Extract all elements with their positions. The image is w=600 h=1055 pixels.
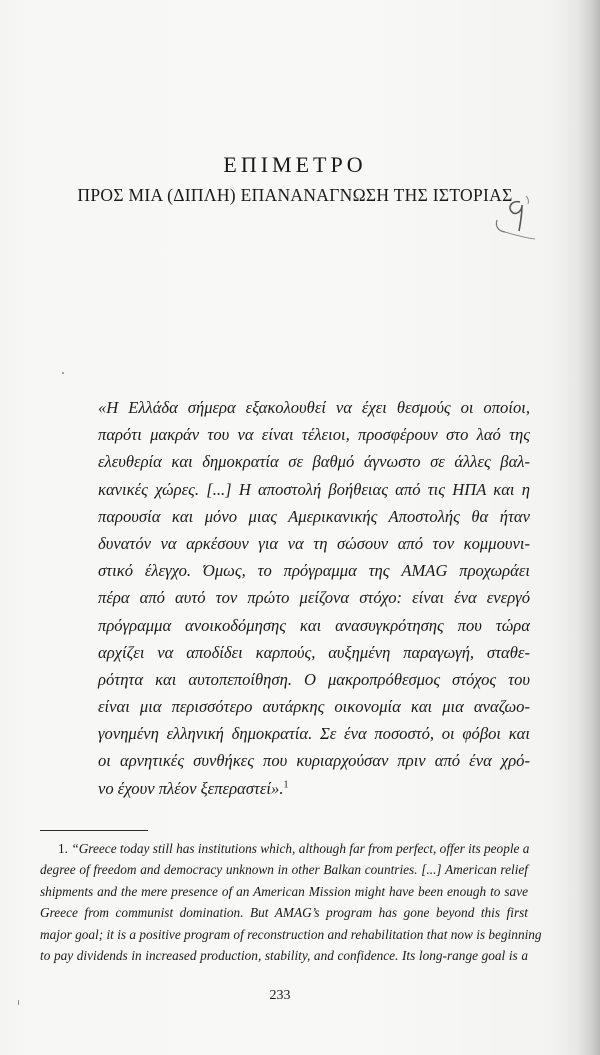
chapter-title: ΕΠΙΜΕΤΡΟ	[223, 152, 367, 177]
quote-line: κανικές χώρες. [...] Η αποστολή βοήθειας από τις ΗΠΑ και η	[98, 479, 530, 499]
quote-line: ρότητα και αυτοπεποίθηση. Ο μακροπρόθεσμος στόχος του	[98, 669, 530, 689]
quote-last-line-text: νο έχουν πλέον ξεπεραστεί».	[98, 778, 284, 798]
footnote-number: 1.	[58, 841, 68, 856]
footnote-line: Greece from communist domination. But AMAG’s program has gone beyond this first	[40, 905, 528, 921]
quote-line: δυνατόν να αρκέσουν για να τη σώσουν από τον κομμουνι-	[98, 533, 530, 553]
quote-line: ελευθερία και δημοκρατία σε βαθμό άγνωστο σε άλλες βαλ-	[98, 452, 530, 472]
footnote-line-text: “Greece today still has institutions which, although far from perfect, offer its people a	[71, 841, 530, 856]
handwritten-margin-note	[493, 190, 538, 245]
footnote-line: shipments and the mere presence of an American Mission might have been enough to save	[40, 883, 528, 899]
quote-line: παρουσία και μόνο μιας Αμερικανικής Αποστολής θα ήταν	[98, 506, 530, 526]
quote-line: παρότι μακράν του να είναι τέλειοι, προσφέρουν στο λαό της	[98, 425, 530, 445]
chapter-subtitle: ΠΡΟΣ ΜΙΑ (ΔΙΠΛΗ) ΕΠΑΝΑΝΑΓΝΩΣΗ ΤΗΣ ΙΣΤΟΡΙΑΣ	[77, 185, 513, 205]
quote-line: πρόγραμμα ανοικοδόμησης και ανασυγκρότησης που τώρα	[98, 615, 530, 635]
footnote	[40, 838, 542, 966]
block-quote	[98, 394, 530, 802]
page-number: 233	[269, 988, 291, 1003]
quote-line: πέρα από αυτό τον πρώτο μείζονα στόχο: είναι ένα ενεργό	[98, 588, 530, 608]
quote-line: γονημένη ελληνική δημοκρατία. Σε ένα ποσοστό, οι φόβοι και	[98, 724, 530, 744]
footnote-line: degree of freedom and democracy unknown in other Balkan countries. [...] American relief	[40, 862, 528, 878]
footnote-line	[40, 838, 528, 859]
quote-line	[98, 775, 530, 802]
footnote-line: major goal; it is a positive program of reconstruction and rehabilitation that now is beginning	[40, 926, 542, 942]
quote-line: είναι μια περισσότερο αυτάρκης οικονομία και μια αναζωο-	[98, 697, 530, 717]
quote-line: αρχίζει να αποδίδει καρπούς, αυξημένη παραγωγή, σταθε-	[98, 642, 530, 662]
footnote-separator	[40, 830, 148, 831]
quote-line: στικό έλεγχο. Όμως, το πρόγραμμα της AMAG προχωράει	[98, 561, 530, 581]
footnote-line: to pay dividends in increased production, stability, and confidence. Its long-range goal is a	[40, 947, 528, 963]
quote-line: οι αρνητικές συνθήκες που κυριαρχούσαν πριν από ένα χρό-	[98, 751, 530, 771]
paper-speck	[62, 372, 64, 374]
chapter-heading	[40, 150, 550, 208]
binding-shadow	[578, 0, 600, 1055]
quote-line: «Η Ελλάδα σήμερα εξακολουθεί να έχει θεσμούς οι οποίοι,	[98, 398, 530, 417]
footnote-reference[interactable]: 1	[283, 779, 289, 791]
